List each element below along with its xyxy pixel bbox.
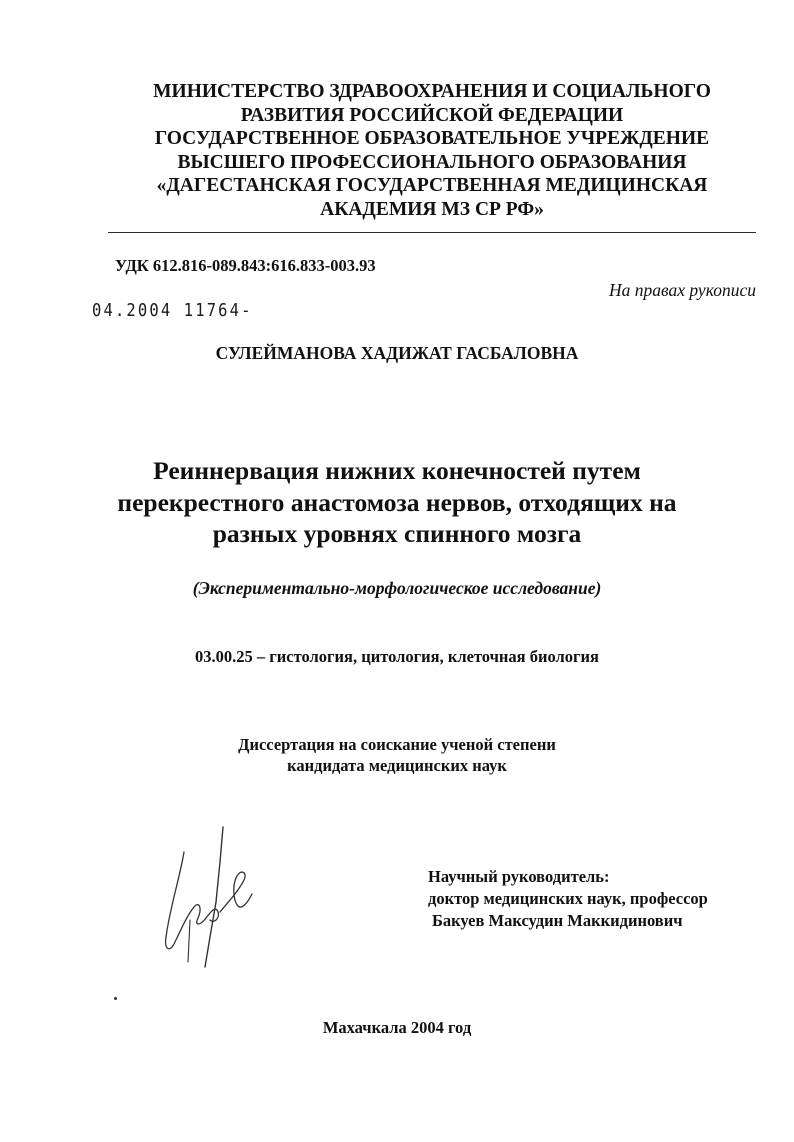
degree-line: Диссертация на соискание ученой степени (238, 735, 556, 754)
place-and-year: Махачкала 2004 год (322, 1018, 472, 1037)
registration-stamp: 04.2004 11764- (92, 300, 253, 321)
manuscript-rights: На правах рукописи (609, 280, 756, 300)
degree-line: кандидата медицинских наук (287, 756, 507, 775)
header-line: ГОСУДАРСТВЕННОЕ ОБРАЗОВАТЕЛЬНОЕ УЧРЕЖДЕНИЕ (154, 128, 710, 150)
title-line: Реиннервация нижних конечностей путем (153, 456, 641, 485)
title-line: перекрестного анастомоза нервов, отходящих на (117, 487, 677, 517)
supervisor-name: Бакуев Максудин Маккидинович (432, 911, 683, 930)
header-line: РАЗВИТИЯ РОССИЙСКОЙ ФЕДЕРАЦИИ (240, 104, 624, 126)
study-type: (Экспериментально-морфологическое исследование) (192, 578, 602, 598)
degree-statement (60, 734, 734, 776)
institution-header (100, 80, 764, 222)
header-line: МИНИСТЕРСТВО ЗДРАВООХРАНЕНИЯ И СОЦИАЛЬНОГО (153, 81, 711, 102)
scan-speck (114, 997, 117, 1000)
title-line: разных уровнях спинного мозга (212, 519, 582, 548)
header-divider (108, 232, 756, 233)
author-name: СУЛЕЙМАНОВА ХАДИЖАТ ГАСБАЛОВНА (215, 343, 579, 363)
header-line: АКАДЕМИЯ МЗ СР РФ» (320, 198, 544, 220)
supervisor-title: доктор медицинских наук, профессор (428, 889, 708, 908)
supervisor-label: Научный руководитель: (428, 867, 610, 886)
specialty-code: 03.00.25 – гистология, цитология, клеточная биология (195, 647, 599, 666)
handwritten-signature (148, 822, 268, 972)
header-line: «ДАГЕСТАНСКАЯ ГОСУДАРСТВЕННАЯ МЕДИЦИНСКАЯ (156, 175, 708, 197)
udk-code: УДК 612.816-089.843:616.833-003.93 (115, 256, 376, 275)
header-line: ВЫСШЕГО ПРОФЕССИОНАЛЬНОГО ОБРАЗОВАНИЯ (177, 151, 687, 173)
supervisor-block (428, 866, 708, 932)
dissertation-title (60, 455, 734, 550)
